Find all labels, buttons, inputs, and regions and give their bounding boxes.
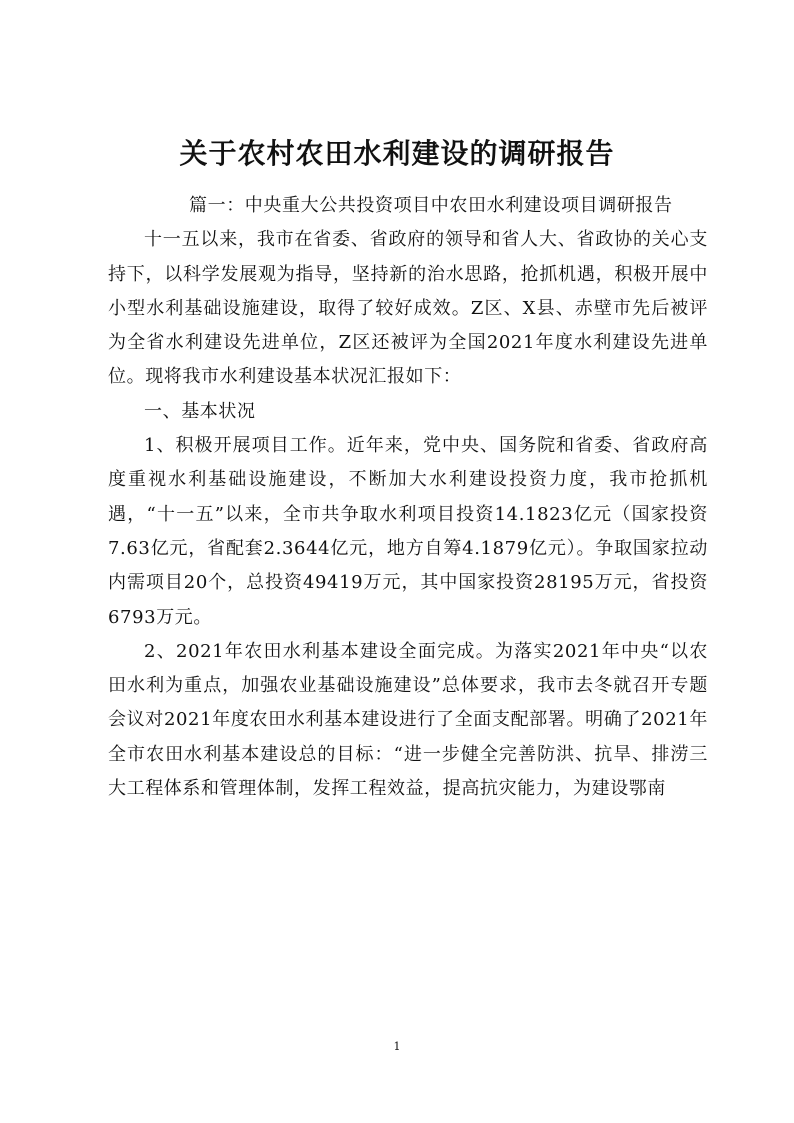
paragraph-farmland-construction: 2、2021年农田水利基本建设全面完成。为落实2021年中央“以农田水利为重点，加强农业基础设施建设”总体要求，我市去冬就召开专题会议对2021年度农田水利基本建设进行了全面支配部署。明确了2021年全市农田水利基本建设总的目标：“进一步健全完善防洪、抗旱、排涝三大工程体系和管理体制，发挥工程效益，提高抗灾能力，为建设鄂南 [108, 640, 708, 800]
page-number: 1 [393, 1040, 401, 1053]
paragraph-project-work: 1、积极开展项目工作。近年来，党中央、国务院和省委、省政府高度重视水利基础设施建设，不断加大水利建设投资力度，我市抢抓机遇，“十一五”以来，全市共争取水利项目投资14.1823亿元（国家投资7.63亿元，省配套2.3644亿元，地方自筹4.1879亿元）。争取国家拉动内需项目20个，总投资49419万元，其中国家投资28195万元，省投资6793万元。 [108, 435, 708, 628]
paragraph-intro: 十一五以来，我市在省委、省政府的领导和省人大、省政协的关心支持下，以科学发展观为指导，坚持新的治水思路，抢抓机遇，积极开展中小型水利基础设施建设，取得了较好成效。Z区、X县、赤壁市先后被评为全省水利建设先进单位，Z区还被评为全国2021年度水利建设先进单位。现将我市水利建设基本状况汇报如下： [108, 229, 708, 388]
document-title: 关于农村农田水利建设的调研报告 [179, 137, 615, 170]
section-subtitle: 篇一：中央重大公共投资项目中农田水利建设项目调研报告 [189, 195, 673, 216]
section-heading-basic-status: 一、基本状况 [144, 400, 256, 422]
document-body [108, 189, 708, 806]
